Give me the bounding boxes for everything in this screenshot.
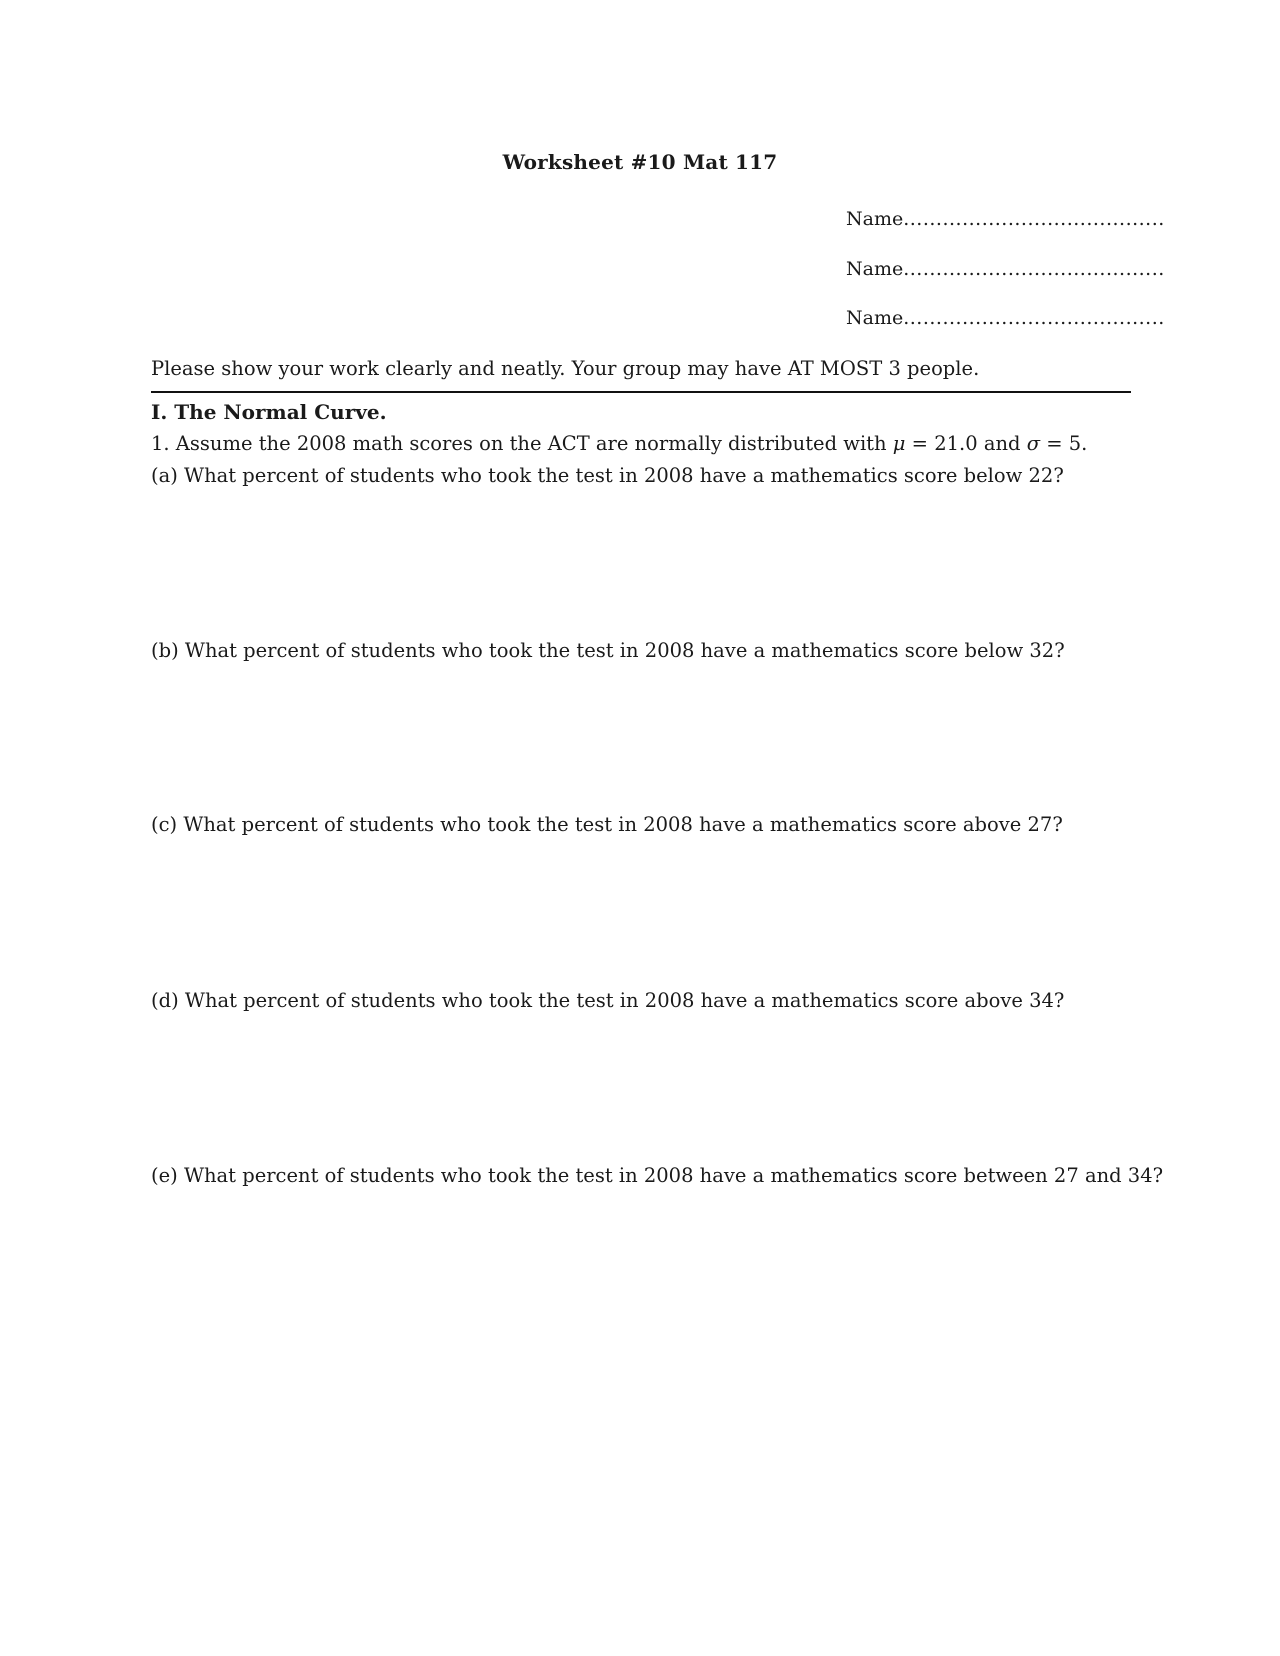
name-dots: ........................................ — [903, 307, 1165, 329]
question-e: (e) What percent of students who took the test in 2008 have a mathematics score between 27 and 34? — [151, 1164, 1164, 1187]
name-label: Name — [846, 208, 904, 230]
name-field-3 — [846, 307, 1165, 329]
problem-statement — [151, 432, 1087, 455]
question-a: (a) What percent of students who took the test in 2008 have a mathematics score below 22? — [151, 464, 1064, 487]
name-field-1 — [846, 208, 1165, 230]
mu-symbol: μ — [892, 432, 906, 455]
question-d: (d) What percent of students who took the test in 2008 have a mathematics score above 34? — [151, 989, 1065, 1012]
name-label: Name — [846, 258, 904, 280]
horizontal-rule — [151, 391, 1131, 393]
name-dots: ........................................ — [903, 208, 1165, 230]
instructions-text: Please show your work clearly and neatly. Your group may have AT MOST 3 people. — [151, 357, 980, 380]
mu-value: = 21.0 and — [905, 432, 1027, 455]
name-dots: ........................................ — [903, 258, 1165, 280]
sigma-symbol: σ — [1026, 432, 1040, 455]
problem-intro: 1. Assume the 2008 math scores on the ACT are normally distributed with — [151, 432, 893, 455]
question-c: (c) What percent of students who took the test in 2008 have a mathematics score above 27? — [151, 813, 1063, 836]
name-label: Name — [846, 307, 904, 329]
page-title: Worksheet #10 Mat 117 — [502, 150, 778, 174]
sigma-value: = 5. — [1040, 432, 1088, 455]
question-b: (b) What percent of students who took the test in 2008 have a mathematics score below 32? — [151, 639, 1065, 662]
section-heading: I. The Normal Curve. — [151, 400, 387, 424]
name-field-2 — [846, 258, 1165, 280]
